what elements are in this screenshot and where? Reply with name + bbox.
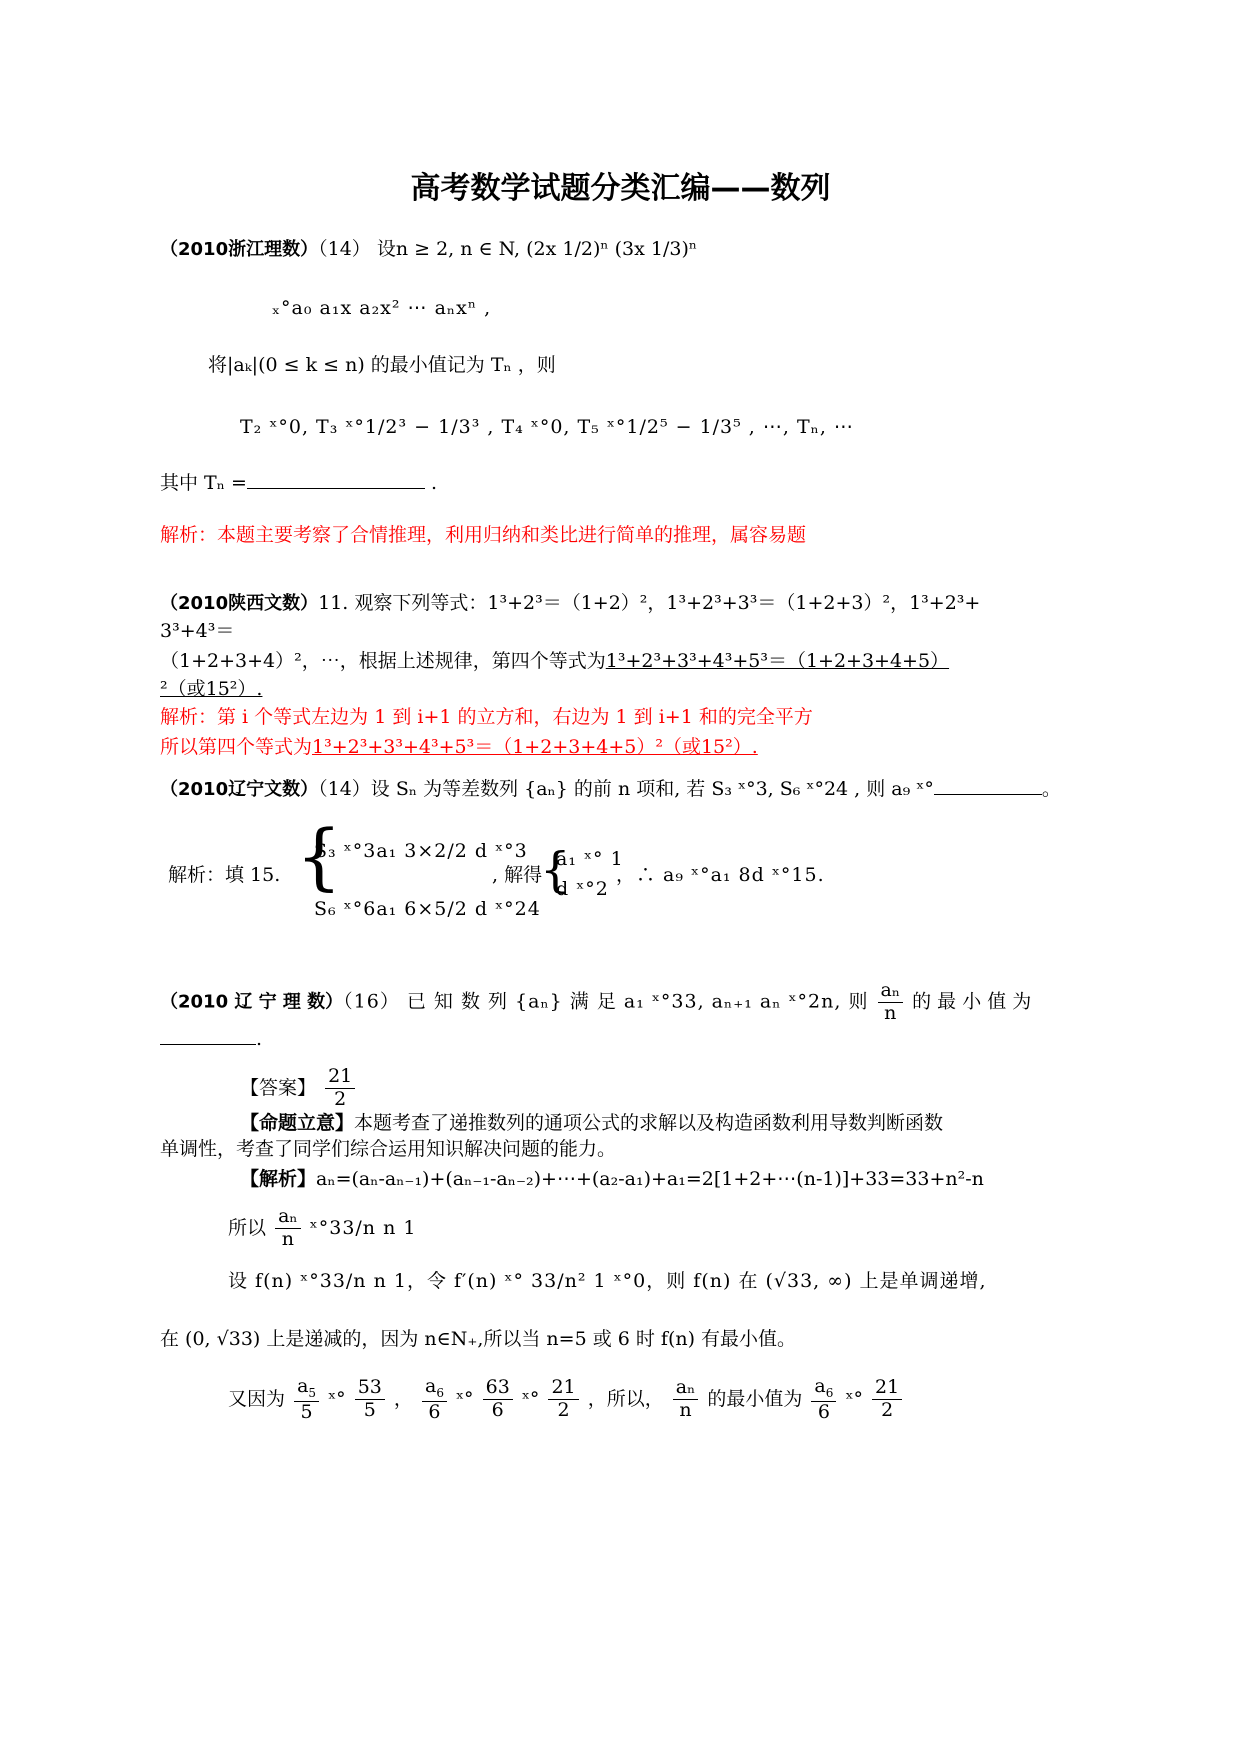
problem-line [160, 652, 949, 671]
left-brace: { [296, 814, 342, 898]
analysis-text: 解析：第 i 个等式左边为 1 到 i+1 的立方和，右边为 1 到 i+1 和的完全平方 [160, 706, 813, 728]
equation: S₆ ˣ°6a₁ 6×5/2 d ˣ°24 [314, 898, 541, 920]
analysis-text [160, 738, 758, 757]
eq-mark: ˣ° [328, 1388, 346, 1411]
eq-mark: ˣ° [456, 1388, 474, 1411]
answer-text: 1³+2³+3³+4³+5³＝（1+2+3+4+5） [605, 650, 950, 672]
text: . [430, 472, 437, 494]
solution-line [240, 1170, 984, 1189]
text: 本题考查了递推数列的通项公式的求解以及构造函数利用导数判断函数 [354, 1112, 944, 1134]
source-label: （2010辽宁文数） [160, 779, 319, 800]
text: 所以第四个等式为 [160, 736, 313, 758]
eq-mark: ˣ° [521, 1388, 540, 1411]
equation: S₃ ˣ°3a₁ 3×2/2 d ˣ°3 [314, 840, 528, 862]
text: 所以 [228, 1216, 267, 1239]
denominator: 2 [334, 1087, 347, 1110]
fraction [325, 1066, 355, 1111]
answer-blank [934, 794, 1042, 795]
problem-line [160, 594, 980, 613]
fraction [811, 1376, 836, 1423]
solution-line [228, 1376, 905, 1423]
numerator: aₙ [878, 980, 904, 1003]
fraction [275, 1206, 301, 1251]
answer-text: 1³+2³+3³+4³+5³＝（1+2+3+4+5）²（或15²）. [312, 736, 758, 758]
denominator: 2 [557, 1399, 570, 1422]
text: , 解得 [492, 864, 543, 886]
fraction [294, 1376, 319, 1423]
formula: ₓ°a₀ a₁x a₂x² ⋯ aₙxⁿ , [272, 297, 492, 319]
intent-line [240, 1114, 943, 1133]
answer-line [240, 1066, 358, 1111]
blank-line [160, 474, 437, 493]
denominator: n [281, 1227, 294, 1250]
text: 又因为 [228, 1388, 286, 1411]
numerator: 53 [355, 1377, 385, 1400]
text: . [256, 1028, 263, 1050]
problem-line [160, 980, 1031, 1025]
fraction [422, 1376, 447, 1423]
text: 。 [1041, 778, 1061, 800]
text: 的 最 小 值 为 [912, 990, 1032, 1013]
numerator: $a_6$ [811, 1376, 836, 1402]
question-number: （14） [318, 238, 371, 260]
text: （1+2+3+4）²，⋯，根据上述规律，第四个等式为 [160, 650, 606, 672]
problem-line [208, 356, 556, 375]
answer-label: 【答案】 [240, 1076, 317, 1099]
fraction [878, 980, 904, 1025]
fraction [355, 1377, 385, 1422]
formula: aₙ=(aₙ-aₙ₋₁)+(aₙ₋₁-aₙ₋₂)+⋯+(a₂-a₁)+a₁=2[1+2+⋯(n-1)]+33=33+n²-n [316, 1168, 984, 1190]
text: 将 [208, 354, 228, 376]
page-title: 高考数学试题分类汇编——数列 [410, 171, 831, 206]
equation: ，∴ a₉ ˣ°a₁ 8d ˣ°15. [616, 864, 825, 886]
formula: ˣ°33/n n 1 [309, 1216, 417, 1239]
left-brace: { [540, 842, 571, 898]
formula: 设 f(n) ˣ°33/n n 1，令 f′(n) ˣ° 33/n² 1 ˣ°0，则 f(n) 在 (√33, ∞) 上是单调递增, [228, 1270, 987, 1292]
text: 单调性，考查了同学们综合运用知识解决问题的能力。 [160, 1138, 617, 1160]
formula: 设n ≥ 2, n ∈ N, (2x 1/2)ⁿ (3x 1/3)ⁿ [376, 238, 698, 260]
denominator: 5 [300, 1400, 313, 1423]
analysis-text: 解析：本题主要考察了合情推理，利用归纳和类比进行简单的推理，属容易题 [160, 524, 807, 546]
formula: 在 (0, √33) 上是递减的，因为 n∈N₊,所以当 n=5 或 6 时 f(n) 有最小值。 [160, 1328, 797, 1350]
fraction [673, 1377, 699, 1422]
numerator: 21 [548, 1377, 578, 1400]
numerator: 63 [483, 1377, 513, 1400]
fraction [872, 1377, 902, 1422]
text: 的最小值为 [707, 1388, 803, 1411]
denominator: 6 [491, 1399, 504, 1422]
formula: （14）设 Sₙ 为等差数列 {aₙ} 的前 n 项和, 若 S₃ ˣ°3, S₆ ˣ°24 , 则 a₉ ˣ° [318, 778, 934, 800]
problem-line [160, 780, 1061, 799]
denominator: n [679, 1399, 692, 1422]
answer-text: ²（或15²）. [160, 678, 263, 700]
intent-label: 【命题立意】 [240, 1112, 355, 1134]
numerator: aₙ [673, 1377, 699, 1400]
text: 11. 观察下列等式：1³+2³＝（1+2）²，1³+2³+3³＝（1+2+3）²，1³+2³+ [318, 592, 981, 614]
numerator: 21 [325, 1066, 355, 1089]
analysis-label: 解析：填 15. [168, 864, 281, 886]
solution-label: 【解析】 [240, 1168, 317, 1190]
eq-mark: ˣ° [845, 1388, 863, 1411]
source-label: （2010 辽 宁 理 数） [160, 991, 344, 1013]
source-label: （2010浙江理数） [160, 239, 319, 260]
denominator: 6 [817, 1400, 830, 1423]
equation: a₁ ˣ° 1 [556, 848, 624, 870]
separator: ， [393, 1388, 413, 1411]
text: ，所以， [587, 1388, 664, 1411]
formula: |aₖ|(0 ≤ k ≤ n) 的最小值记为 Tₙ ，则 [227, 354, 556, 376]
numerator: 21 [872, 1377, 902, 1400]
denominator: 2 [881, 1399, 894, 1422]
equation: d ˣ°2 [556, 878, 609, 900]
answer-blank [160, 1044, 256, 1045]
formula: （16） 已 知 数 列 {aₙ} 满 足 a₁ ˣ°33, aₙ₊₁ aₙ ˣ°2n, 则 [343, 990, 869, 1013]
solution-line [228, 1206, 416, 1251]
denominator: 6 [428, 1400, 441, 1423]
denominator: n [884, 1001, 897, 1024]
source-label: （2010陕西文数） [160, 593, 319, 614]
text: 3³+4³＝ [160, 620, 235, 642]
fraction [483, 1377, 513, 1422]
formula: T₂ ˣ°0, T₃ ˣ°1/2³ − 1/3³ , T₄ ˣ°0, T₅ ˣ°1/2⁵ − 1/3⁵ , ⋯, Tₙ, ⋯ [240, 416, 854, 438]
text: 其中 Tₙ = [160, 472, 247, 494]
numerator: $a_5$ [294, 1376, 319, 1402]
numerator: $a_6$ [422, 1376, 447, 1402]
fraction [548, 1377, 578, 1422]
blank-line [160, 1030, 262, 1049]
numerator: aₙ [275, 1206, 301, 1229]
problem-line [160, 240, 697, 259]
answer-blank [247, 488, 425, 489]
denominator: 5 [363, 1399, 376, 1422]
